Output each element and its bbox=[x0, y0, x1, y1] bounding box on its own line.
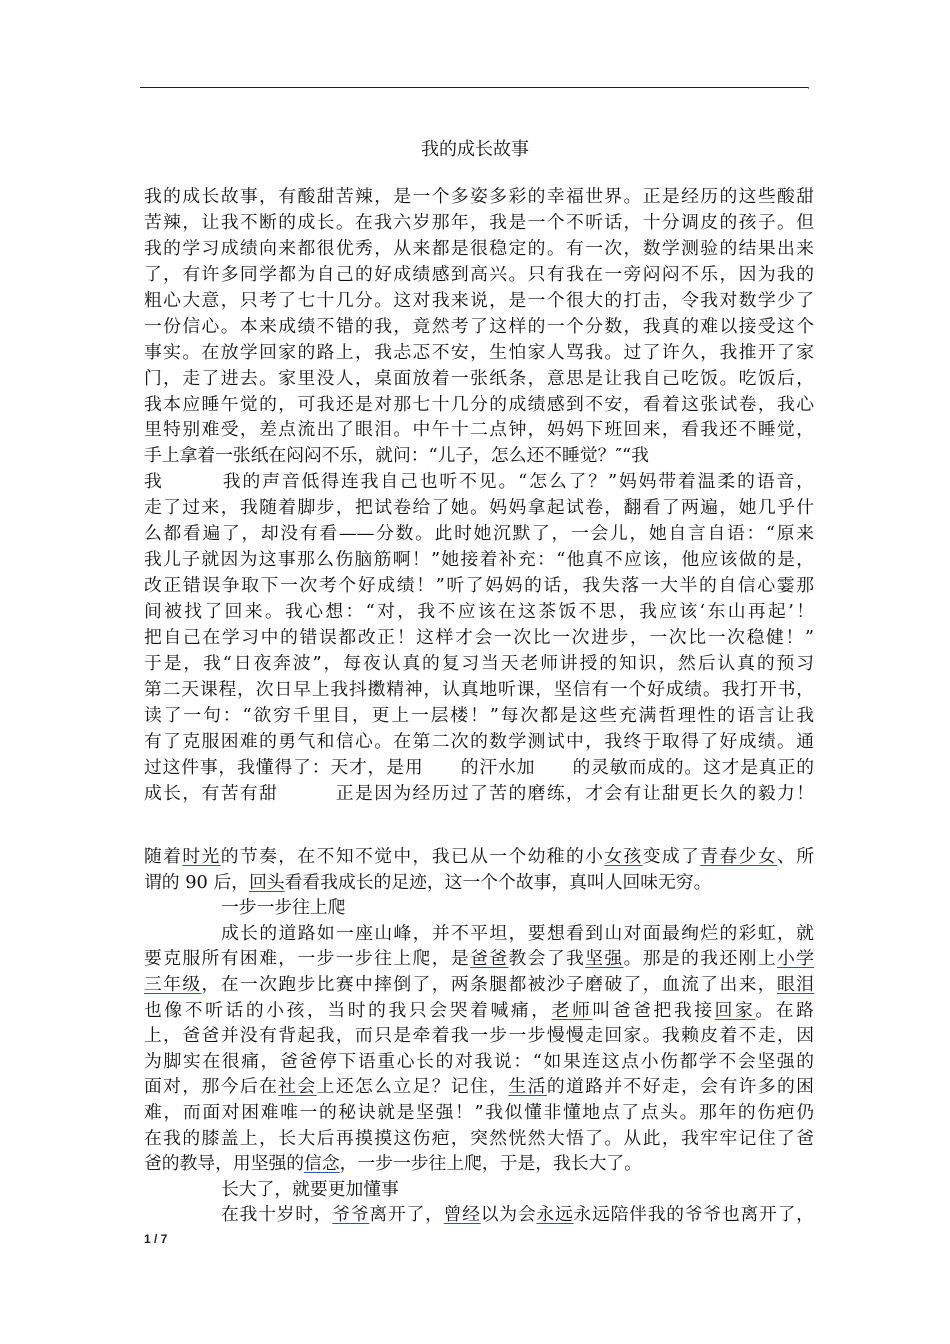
text-line: 上，爸爸并没有背起我，而只是牵着我一步一步慢慢走回家。我赖皮着不走，因 bbox=[144, 1025, 814, 1047]
text-line: 在我十岁时，爷爷离开了，曾经以为会永远永远陪伴我的爷爷也离开了， bbox=[221, 1204, 814, 1226]
hyperlink[interactable]: 小学 bbox=[777, 948, 814, 970]
hyperlink[interactable]: 老师 bbox=[551, 999, 593, 1021]
text-line: 么都看遍了，却没有看——分数。此时她沉默了，一会儿，她自言自语：“原来 bbox=[144, 523, 814, 545]
text-line: 随着时光的节奏，在不知不觉中，我已从一个幼稚的小女孩变成了青春少女、所 bbox=[144, 846, 814, 867]
text-line: 了，有许多同学都为自己的好成绩感到高兴。只有我在一旁闷闷不乐，因为我的 bbox=[144, 263, 814, 285]
text-line: 面对，那今后在社会上还怎么立足？记住，生活的道路并不好走，会有许多的困 bbox=[144, 1076, 814, 1098]
text-line: 事实。在放学回家的路上，我忐忑不安，生怕家人骂我。过了许久，我推开了家 bbox=[144, 341, 814, 363]
text-line: 一份信心。本来成绩不错的我，竟然考了这样的一个分数，我真的难以接受这个 bbox=[144, 315, 814, 337]
hyperlink[interactable]: 青春少女 bbox=[700, 846, 778, 867]
text-line: 把自己在学习中的错误都改正！这样才会一次比一次进步，一次比一次稳健！” bbox=[144, 626, 814, 648]
text-line: 手上拿着一张纸在闷闷不乐，就问：“儿子，怎么还不睡觉？″“我 bbox=[144, 445, 649, 467]
text-line: 第二天课程，次日早上我抖擞精神，认真地听课，坚信有一个好成绩。我打开书， bbox=[144, 678, 814, 700]
text-line: 我本应睡午觉的，可我还是对那七十几分的成绩感到不安，看着这张试卷，我心 bbox=[144, 393, 814, 415]
text-line: 要克服所有困难，一步一步往上爬，是爸爸教会了我坚强。那是的我还刚上小学 bbox=[144, 948, 814, 970]
text-line: 三年级，在一次跑步比赛中摔倒了，两条腿都被沙子磨破了，血流了出来，眼泪 bbox=[144, 973, 814, 995]
text-line: 也像不听话的小孩，当时的我只会哭着喊痛，老师叫爸爸把我接回家。在路 bbox=[144, 999, 814, 1021]
text-line: 门，走了进去。家里没人，桌面放着一张纸条，意思是让我自己吃饭。吃饭后， bbox=[144, 367, 814, 389]
text-line: 成长，有苦有甜 正是因为经历过了苦的磨练，才会有让甜更长久的毅力！ bbox=[144, 782, 814, 804]
text-line: 间被找了回来。我心想：“对，我不应该在这茶饭不思，我应该‘东山再起’！ bbox=[144, 601, 814, 622]
story-paragraph-2 bbox=[144, 844, 814, 1228]
text-line: 里特别难受，差点流出了眼泪。中午十二点钟，妈妈下班回来，看我还不睡觉， bbox=[144, 419, 814, 441]
hyperlink[interactable]: 永远 bbox=[536, 1204, 574, 1226]
hyperlink[interactable]: 三年级 bbox=[144, 973, 202, 995]
hyperlink[interactable]: 坚强 bbox=[585, 948, 624, 970]
hyperlink[interactable]: 时光 bbox=[182, 846, 221, 867]
header-rule bbox=[140, 87, 808, 88]
text-line: 为脚实在很痛，爸爸停下语重心长的对我说：“如果连这点小伤都学不会坚强的 bbox=[144, 1050, 814, 1072]
text-line: 过这件事，我懂得了：天才，是用 的汗水加 的灵敏而成的。这才是真正的 bbox=[144, 756, 814, 778]
story-paragraph-1 bbox=[144, 184, 814, 807]
text-line: 于是，我“日夜奔波”，每夜认真的复习当天老师讲授的知识，然后认真的预习 bbox=[144, 652, 814, 674]
text-line: 苦辣，让我不断的成长。在我六岁那年，我是一个不听话，十分调皮的孩子。但 bbox=[144, 211, 814, 233]
hyperlink[interactable]: 社会 bbox=[278, 1076, 317, 1098]
text-line: 成长的道路如一座山峰，并不平坦，要想看到山对面最绚烂的彩虹，就 bbox=[221, 922, 814, 944]
document-title: 我的成长故事 bbox=[421, 139, 529, 160]
hyperlink[interactable]: 眼泪 bbox=[777, 973, 814, 995]
hyperlink[interactable]: 爷爷 bbox=[332, 1204, 370, 1226]
hyperlink[interactable]: 生活 bbox=[508, 1076, 547, 1098]
text-line: 读了一句：“欲穷千里目，更上一层楼！”每次都是这些充满哲理性的语言让我 bbox=[144, 704, 814, 726]
text-line: 爸的教导，用坚强的信念，一步一步往上爬，于是，我长大了。 bbox=[144, 1153, 642, 1175]
hyperlink[interactable]: 曾经 bbox=[443, 1204, 481, 1226]
hyperlink[interactable]: 信念 bbox=[304, 1153, 340, 1175]
hyperlink[interactable]: 回家 bbox=[714, 999, 756, 1021]
text-line: 有了克服困难的勇气和信心。在第二次的数学测试中，我终于取得了好成绩。通 bbox=[144, 730, 814, 752]
hyperlink[interactable]: 女孩 bbox=[604, 846, 643, 867]
hyperlink[interactable]: 回头 bbox=[249, 871, 285, 893]
text-line: 我 我的声音低得连我自己也听不见。“怎么了？”妈妈带着温柔的语音， bbox=[144, 471, 814, 493]
text-line: 难，而面对困难唯一的秘诀就是坚强！”我似懂非懂地点了点头。那年的伤疤仍 bbox=[144, 1101, 814, 1123]
text-line: 走了过来，我随着脚步，把试卷给了她。妈妈拿起试卷，翻看了两遍，她几乎什 bbox=[144, 497, 814, 519]
section-heading: 一步一步往上爬 bbox=[221, 897, 346, 919]
hyperlink[interactable]: 爸爸 bbox=[470, 948, 509, 970]
header-mark: , bbox=[807, 80, 810, 90]
text-line: 改正错误争取下一次考个好成绩！”听了妈妈的话，我失落一大半的自信心霎那 bbox=[144, 575, 814, 597]
section-heading: 长大了，就要更加懂事 bbox=[221, 1178, 399, 1200]
page-number: 1 / 7 bbox=[144, 1232, 168, 1246]
text-line: 我儿子就因为这事那么伤脑筋啊！”她接着补充：“他真不应该，他应该做的是， bbox=[144, 549, 814, 571]
text-line: 在我的膝盖上，长大后再摸摸这伤疤，突然恍然大悟了。从此，我牢牢记住了爸 bbox=[144, 1127, 814, 1149]
text-line: 我的学习成绩向来都很优秀，从来都是很稳定的。有一次，数学测验的结果出来 bbox=[144, 237, 814, 259]
text-line: 我的成长故事，有酸甜苦辣，是一个多姿多彩的幸福世界。正是经历的这些酸甜 bbox=[144, 186, 814, 207]
text-line: 谓的 90 后，回头看看我成长的足迹，这一个个故事，真叫人回味无穷。 bbox=[144, 871, 712, 893]
text-line: 粗心大意，只考了七十几分。这对我来说，是一个很大的打击，令我对数学少了 bbox=[144, 289, 814, 311]
